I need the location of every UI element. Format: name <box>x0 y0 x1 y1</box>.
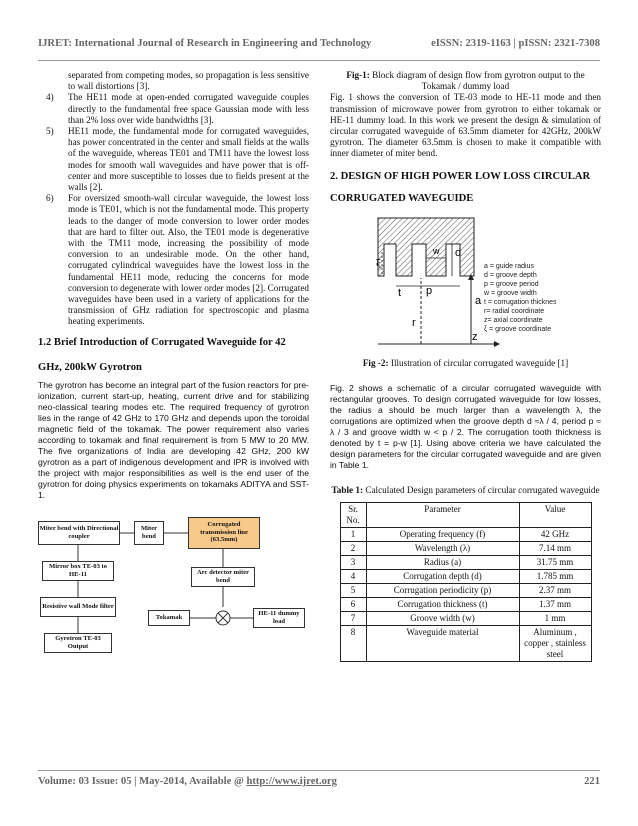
fig2-caption <box>330 358 601 369</box>
label-w: w <box>432 245 439 256</box>
col-header: Parameter <box>366 503 519 528</box>
fig1-label: Fig-1: <box>346 70 370 80</box>
section-heading: 2. DESIGN OF HIGH POWER LOW LOSS CIRCULAR CORRUGATED WAVEGUIDE <box>330 170 591 204</box>
cell: Aluminum , copper , stainless steel <box>519 626 591 662</box>
table-row <box>340 570 591 584</box>
cell: 3 <box>340 556 366 570</box>
box-gyrotron: Gyrotron TE-03 Output <box>44 633 112 653</box>
box-miter: Miter bend <box>134 521 164 545</box>
cell: 2 <box>340 542 366 556</box>
cell: 5 <box>340 584 366 598</box>
legend-line: p = groove period <box>483 280 539 288</box>
cell: 6 <box>340 598 366 612</box>
label-t: t <box>397 286 401 299</box>
table-caption <box>330 485 601 496</box>
list-item <box>38 193 309 327</box>
list-item-continuation: separated from competing modes, so propagation is less sensitive to wall distortions [3]. <box>68 70 309 92</box>
label-a: a <box>474 294 481 307</box>
corrugation-drawing <box>376 216 556 356</box>
journal-title: IJRET: International Journal of Research in Engineering and Technology <box>38 38 372 49</box>
waveguide-diagram <box>376 216 556 356</box>
table-row <box>340 584 591 598</box>
cell: 42 GHz <box>519 528 591 542</box>
table-row <box>340 626 591 662</box>
body-paragraph: Fig. 1 shows the conversion of TE-03 mode to HE-11 mode and then transmission of microwave power from gyrotron to either tokamak or HE-11 dummy load. In this work we present the design & simulation of circular corrugated waveguide of 63.5mm diameter for 42GHz, 200kW gyrotron. The diameter 63.5mm is chosen to make it compatible with inner diameter of miter bend. <box>330 92 601 159</box>
legend-line: d = groove depth <box>483 271 537 279</box>
table-row <box>340 612 591 626</box>
section-heading: 1.2 Brief Introduction of Corrugated Waveguide for 42 GHz, 200kW Gyrotron <box>38 336 286 373</box>
legend-line: r= radial coordinate <box>483 307 544 315</box>
page-footer <box>38 776 600 787</box>
table-label: Table 1: <box>331 484 364 495</box>
col-header: Sr. No. <box>340 503 366 528</box>
legend-line: z= axial coordinate <box>483 316 543 324</box>
cell: Wavelength (λ) <box>366 542 519 556</box>
right-column <box>330 70 601 662</box>
list-text: For oversized smooth-wall circular waveguide, the lowest loss mode is TE01, which is not the fundamental mode. This property leads to the danger of mode conversion to lower order modes that are hard to filter out. Also, the TE01 mode is degenerative with the TM11 mode, increasing the possibility of mode conversion to an undesirable mode. On the other hand, corrugated cylindrical waveguides have the lowest loss in the fundamental HE11 mode, reducing the concerns for mode conversion to degenerate with lower order modes [2]. Corrugated waveguides have been used in a variety of applications for the transmission of GHz radiation for spectroscopic and plasma heating experiments. <box>68 193 309 327</box>
page-header <box>38 38 600 56</box>
table-row <box>340 556 591 570</box>
cell: 1.785 mm <box>519 570 591 584</box>
cell: 1 mm <box>519 612 591 626</box>
cell: 8 <box>340 626 366 662</box>
page-number: 221 <box>584 776 600 787</box>
volume-info: Volume: 03 Issue: 05 | May-2014, Available @ <box>38 776 247 787</box>
table-row <box>340 528 591 542</box>
body-paragraph: The gyrotron has become an integral part of the fusion reactors for pre-ionization, current start-up, heating, current drive and for stabilizing neo-classical tearing modes etc. The required frequency of gyrotron lies in the range of 42 GHz to 170 GHz and depends upon the toroidal magnetic field of the tokamak. The power requirement also varies according to tokamak and final requirement is from 5 MW to 20 MW. The five organizations of India are developing 42 GHz, 200 kW gyrotron as a part of indigenous development and IPR is involved with the project with major responsibilities as well is the end user of the gyrotron for doing physics experiments on tokamaks ADITYA and SST-1. <box>38 379 309 500</box>
cell: 31.75 mm <box>519 556 591 570</box>
legend-line: t = corrugation thickness <box>483 298 556 306</box>
table-row <box>340 598 591 612</box>
box-resistive-filter: Resistive wall Mode filter <box>40 597 116 617</box>
fig1-caption <box>330 70 601 92</box>
cell: 4 <box>340 570 366 584</box>
design-parameters-table <box>340 502 592 662</box>
table-caption-text: Calculated Design parameters of circular corrugated waveguide <box>365 484 600 495</box>
block-diagram <box>38 515 309 695</box>
label-p: p <box>425 284 432 297</box>
journal-link[interactable]: http://www.ijret.org <box>246 776 337 787</box>
label-z: z <box>471 330 477 343</box>
header-rule <box>38 60 600 61</box>
box-dummy-load: HE-11 dummy load <box>253 608 305 628</box>
box-arc-detector: Arc detector miter bend <box>191 567 255 587</box>
legend-line: w = groove width <box>483 289 537 297</box>
legend-line: a = guide radius <box>483 262 534 270</box>
left-column <box>38 70 309 695</box>
legend-line: ξ = groove coordinate <box>483 325 551 333</box>
table-row <box>340 542 591 556</box>
cell: Waveguide material <box>366 626 519 662</box>
box-mirror: Mirror box TE-03 to HE-11 <box>42 561 114 581</box>
box-tokamak: Tokamak <box>148 610 190 626</box>
table-header-row <box>340 503 591 528</box>
label-d: d <box>454 246 461 259</box>
issn: eISSN: 2319-1163 | pISSN: 2321-7308 <box>431 38 600 49</box>
cell: 7.14 mm <box>519 542 591 556</box>
box-miter-coupler: Miter bend with Directional coupler <box>38 521 120 545</box>
footer-rule <box>38 770 600 771</box>
cell: Corrugation thickness (t) <box>366 598 519 612</box>
label-r: r <box>411 316 416 329</box>
cell: Corrugation depth (d) <box>366 570 519 584</box>
list-item <box>38 126 309 193</box>
box-corrugated-line: Corrugated transmission line (63.5mm) <box>188 517 260 549</box>
body-paragraph: Fig. 2 shows a schematic of a circular corrugated waveguide with rectangular grooves. To design corrugated waveguide for low losses, the radius a should be much larger than a wavelength λ, the corrugations are optimized when the groove depth d ≈λ / 4, period p ≈ λ / 3 and groove width w < p / 2. The corrugation tooth thickness is denoted by t = p-w [1]. Using above criteria we have calculated the design parameters for the circular corrugated waveguide and are given in Table 1. <box>330 382 601 470</box>
list-number: 5) <box>46 126 54 137</box>
advantages-list <box>38 92 309 327</box>
list-text: HE11 mode, the fundamental mode for corrugated waveguides, has power concentrated in the center and small fields at the walls of the waveguide, whereas TE01 and TM11 have the lowest loss modes for smooth wall waveguides and have power that is off-center and more susceptible to losses due to fields present at the walls [2]. <box>68 126 309 193</box>
cell: Operating frequency (f) <box>366 528 519 542</box>
cell: Radius (a) <box>366 556 519 570</box>
col-header: Value <box>519 503 591 528</box>
fig1-text: Block diagram of design flow from gyrotron output to the Tokamak / dummy load <box>372 70 585 92</box>
cell: Groove width (w) <box>366 612 519 626</box>
list-item <box>38 92 309 126</box>
list-text: The HE11 mode at open-ended corrugated waveguide couples directly to the fundamental free space Gaussian mode with less than 2% loss over wide bandwidths [3]. <box>68 92 309 125</box>
cell: Corrugation periodicity (p) <box>366 584 519 598</box>
list-number: 4) <box>46 92 54 103</box>
list-number: 6) <box>46 193 54 204</box>
cell: 1.37 mm <box>519 598 591 612</box>
label-xi: ξ <box>375 258 381 269</box>
cell: 1 <box>340 528 366 542</box>
fig2-text: Illustration of circular corrugated waveguide [1] <box>390 357 569 368</box>
cell: 7 <box>340 612 366 626</box>
fig2-label: Fig -2: <box>362 357 389 368</box>
cell: 2.37 mm <box>519 584 591 598</box>
